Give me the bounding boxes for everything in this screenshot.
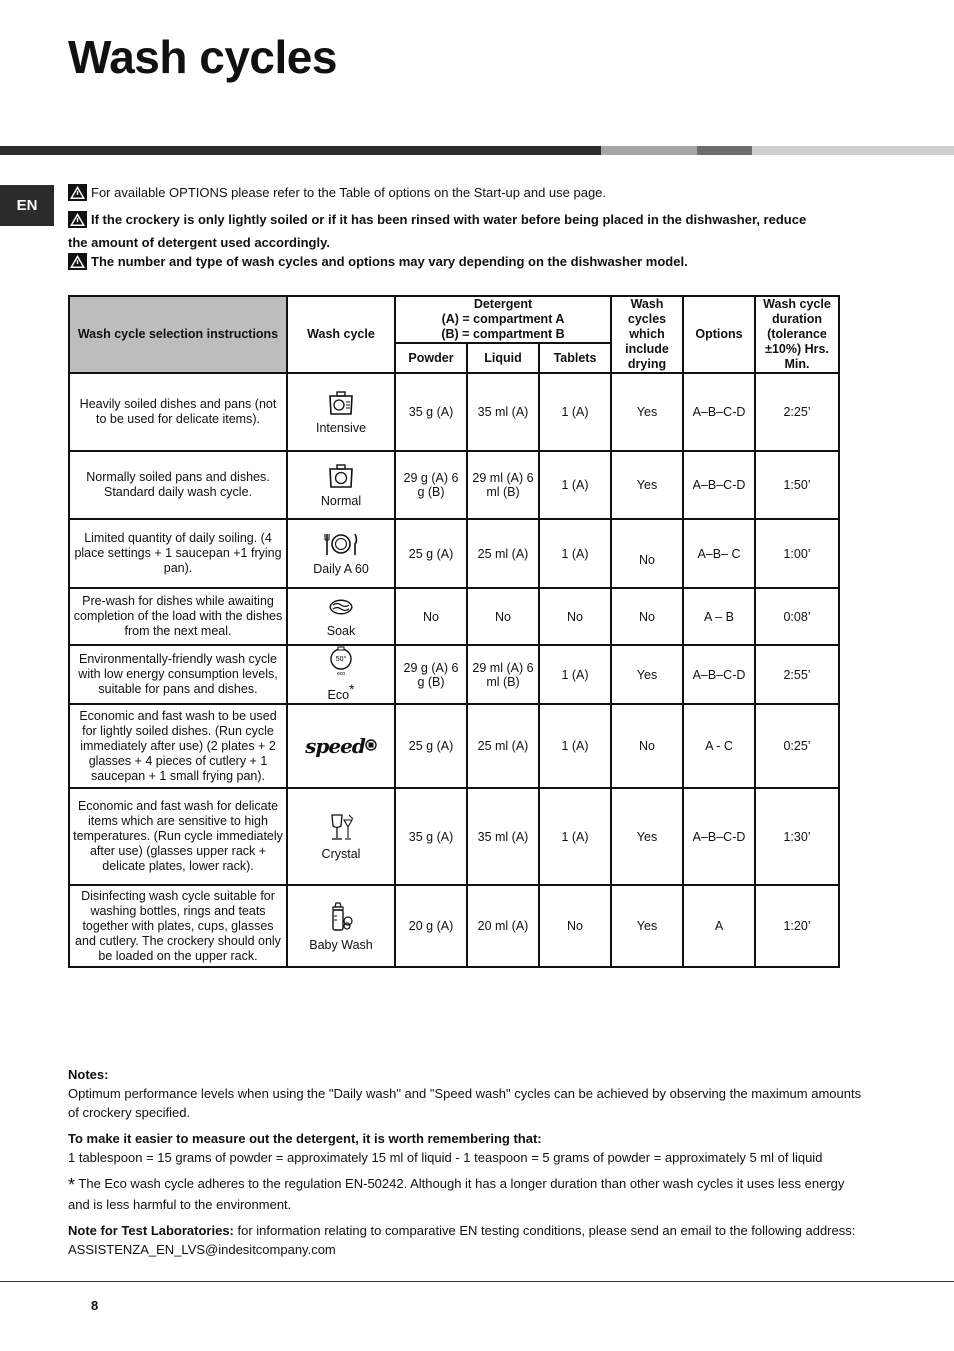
row-duration: 1:30’ <box>755 788 839 885</box>
row-drying: Yes <box>611 373 683 451</box>
row-powder: 20 g (A) <box>395 885 467 967</box>
row-description: Normally soiled pans and dishes. Standard daily wash cycle. <box>69 451 287 519</box>
warning-icon <box>68 184 87 206</box>
row-description: Economic and fast wash to be used for lightly soiled dishes. (Run cycle immediately after use) (2 plates + 2 glasses + 4 pieces of cutlery + 1 saucepan + 1 small frying pan). <box>69 704 287 788</box>
notes-block <box>68 1065 868 1122</box>
measure-heading: To make it easier to measure out the detergent, it is worth remembering that: <box>68 1131 542 1146</box>
row-tablets: 1 (A) <box>539 788 611 885</box>
header-bar-light <box>601 146 697 155</box>
measure-text: 1 tablespoon = 15 grams of powder = approximately 15 ml of liquid - 1 teaspoon = 5 grams of powder = approximately 5 ml of liquid <box>68 1150 823 1165</box>
table-row <box>69 645 839 704</box>
row-powder: 35 g (A) <box>395 373 467 451</box>
row-cycle <box>287 704 395 788</box>
cycle-name <box>328 681 355 702</box>
row-drying: Yes <box>611 788 683 885</box>
row-cycle <box>287 588 395 645</box>
page-title: Wash cycles <box>68 31 337 83</box>
row-options: A - C <box>683 704 755 788</box>
row-liquid: 29 ml (A) 6 ml (B) <box>467 645 539 704</box>
row-liquid: 25 ml (A) <box>467 704 539 788</box>
table-row <box>69 519 839 588</box>
eco-asterisk: * <box>349 681 355 698</box>
cycle-name: Soak <box>326 624 356 638</box>
row-description: Disinfecting wash cycle suitable for washing bottles, rings and teats together with plates, cups, glasses and cutlery. The crockery should only be loaded on the upper rack. <box>69 885 287 967</box>
wash-cycles-table <box>68 295 840 968</box>
row-tablets: No <box>539 588 611 645</box>
row-duration: 0:25’ <box>755 704 839 788</box>
warning-text: If the crockery is only lightly soiled or if it has been rinsed with water before being placed in the dishwasher, reduce the amount of detergent used accordingly. <box>68 212 807 250</box>
row-powder: 29 g (A) 6 g (B) <box>395 451 467 519</box>
row-duration: 0:08’ <box>755 588 839 645</box>
intensive-icon <box>326 390 356 419</box>
row-liquid: 35 ml (A) <box>467 788 539 885</box>
speed-icon <box>305 734 377 758</box>
header-powder: Powder <box>395 343 467 373</box>
row-drying: No <box>611 588 683 645</box>
baby-bottle-icon <box>328 901 354 936</box>
footer-divider <box>0 1281 954 1282</box>
notes-section <box>68 1065 868 1266</box>
cycle-name-text: Eco <box>327 688 350 703</box>
row-options: A–B–C-D <box>683 373 755 451</box>
notes-heading: Notes: <box>68 1067 109 1082</box>
cycle-name: Crystal <box>321 847 361 861</box>
row-options: A–B–C-D <box>683 645 755 704</box>
row-liquid: No <box>467 588 539 645</box>
measure-block <box>68 1129 868 1167</box>
row-liquid: 20 ml (A) <box>467 885 539 967</box>
header-bar-dark <box>0 146 601 155</box>
header-drying: Wash cycles which include drying <box>611 296 683 373</box>
row-options: A–B– C <box>683 519 755 588</box>
normal-icon <box>326 463 356 492</box>
table-row <box>69 451 839 519</box>
row-options: A–B–C-D <box>683 451 755 519</box>
row-tablets: 1 (A) <box>539 519 611 588</box>
language-tab: EN <box>0 185 54 226</box>
header-bar-mid <box>697 146 752 155</box>
row-cycle <box>287 645 395 704</box>
header-tablets: Tablets <box>539 343 611 373</box>
row-drying: No <box>611 519 683 588</box>
cycle-name: Intensive <box>315 420 367 435</box>
row-description: Pre-wash for dishes while awaiting completion of the load with the dishes from the next meal. <box>69 588 287 645</box>
row-options: A <box>683 885 755 967</box>
eco-icon <box>327 646 355 679</box>
row-powder: 25 g (A) <box>395 519 467 588</box>
row-duration: 2:25’ <box>755 373 839 451</box>
header-detergent-line: (A) = compartment A <box>441 312 565 326</box>
row-tablets: 1 (A) <box>539 373 611 451</box>
svg-text:50°: 50° <box>335 656 347 664</box>
header-liquid: Liquid <box>467 343 539 373</box>
cycle-name: Baby Wash <box>309 937 373 952</box>
warning-icon <box>68 211 87 233</box>
row-powder: 29 g (A) 6 g (B) <box>395 645 467 704</box>
row-tablets: No <box>539 885 611 967</box>
row-liquid: 25 ml (A) <box>467 519 539 588</box>
row-powder: 35 g (A) <box>395 788 467 885</box>
eco-note-asterisk: * <box>68 1175 76 1195</box>
header-detergent-line: Detergent <box>473 297 533 311</box>
cycle-name: Daily A 60 <box>313 562 369 576</box>
row-powder: No <box>395 588 467 645</box>
daily-icon <box>323 531 359 560</box>
row-duration: 2:55’ <box>755 645 839 704</box>
row-drying: Yes <box>611 451 683 519</box>
header-options: Options <box>683 296 755 373</box>
row-duration: 1:20’ <box>755 885 839 967</box>
header-bar-pale <box>752 146 954 155</box>
header-detergent-line: (B) = compartment B <box>441 327 565 341</box>
row-description: Limited quantity of daily soiling. (4 place settings + 1 saucepan +1 frying pan). <box>69 519 287 588</box>
row-cycle <box>287 373 395 451</box>
crystal-icon <box>327 812 355 845</box>
speed-logo-text: speed <box>305 734 365 758</box>
cycle-name: Normal <box>320 493 362 508</box>
page-number: 8 <box>91 1298 99 1313</box>
row-cycle <box>287 451 395 519</box>
row-cycle <box>287 788 395 885</box>
row-options: A–B–C-D <box>683 788 755 885</box>
warning-options <box>68 183 808 206</box>
lab-note <box>68 1221 868 1259</box>
warning-text: For available OPTIONS please refer to the Table of options on the Start-up and use page. <box>91 185 607 200</box>
row-tablets: 1 (A) <box>539 645 611 704</box>
eco-note-text: The Eco wash cycle adheres to the regulation EN-50242. Although it has a longer duration than other wash cycles it uses less energy and is less harmful to the environment. <box>68 1176 845 1212</box>
soak-icon <box>326 595 356 622</box>
warning-model <box>68 252 808 275</box>
table-row <box>69 373 839 451</box>
table-row <box>69 588 839 645</box>
row-drying: Yes <box>611 885 683 967</box>
row-description: Economic and fast wash for delicate items which are sensitive to high temperatures. (Run cycle immediately after use) (glasses upper rack + delicate plates, lower rack). <box>69 788 287 885</box>
svg-text:eco: eco <box>336 671 346 677</box>
row-drying: No <box>611 704 683 788</box>
warning-icon <box>68 253 87 275</box>
table-row <box>69 788 839 885</box>
row-tablets: 1 (A) <box>539 451 611 519</box>
row-powder: 25 g (A) <box>395 704 467 788</box>
row-duration: 1:00’ <box>755 519 839 588</box>
row-liquid: 29 ml (A) 6 ml (B) <box>467 451 539 519</box>
header-wash-cycle: Wash cycle <box>287 296 395 373</box>
lab-note-label: Note for Test Laboratories: <box>68 1223 234 1238</box>
row-cycle <box>287 519 395 588</box>
row-tablets: 1 (A) <box>539 704 611 788</box>
row-description: Environmentally-friendly wash cycle with low energy consumption levels, suitable for pans and dishes. <box>69 645 287 704</box>
header-detergent <box>395 296 611 343</box>
table-row <box>69 704 839 788</box>
lab-note-text: for information relating to comparative EN testing conditions, please send an email to the following address: ASSISTENZA_EN_LVS@indesitcompany.com <box>68 1223 856 1257</box>
row-drying: Yes <box>611 645 683 704</box>
row-cycle <box>287 885 395 967</box>
row-options: A – B <box>683 588 755 645</box>
table-row <box>69 885 839 967</box>
warning-text: The number and type of wash cycles and options may vary depending on the dishwasher model. <box>91 254 688 269</box>
row-description: Heavily soiled dishes and pans (not to be used for delicate items). <box>69 373 287 451</box>
row-liquid: 35 ml (A) <box>467 373 539 451</box>
row-duration: 1:50’ <box>755 451 839 519</box>
header-instructions: Wash cycle selection instructions <box>69 296 287 373</box>
notes-optimum: Optimum performance levels when using the "Daily wash" and "Speed wash" cycles can be achieved by observing the maximum amounts of crockery specified. <box>68 1086 862 1120</box>
header-duration: Wash cycle duration (tolerance ±10%) Hrs. Min. <box>755 296 839 373</box>
warning-crockery <box>68 210 808 252</box>
eco-note <box>68 1174 868 1214</box>
